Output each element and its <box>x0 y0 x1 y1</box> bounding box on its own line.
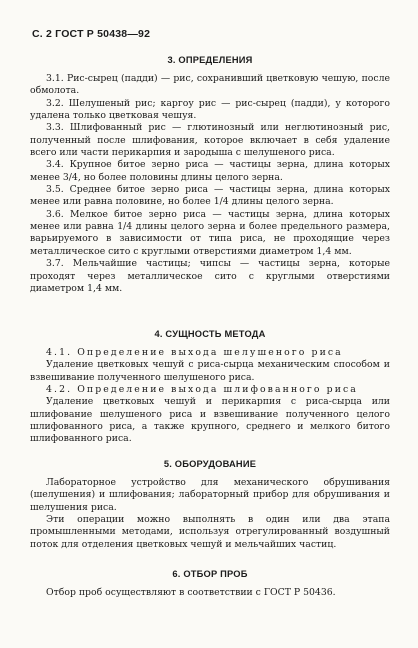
section-method <box>30 328 390 446</box>
section-title: 4. СУЩНОСТЬ МЕТОДА <box>154 329 266 339</box>
subsection-heading: 4.1. Определение выхода шелушеного риса <box>46 347 343 358</box>
paragraph: Отбор проб осуществляют в соответствии с ГОСТ Р 50436. <box>46 587 336 598</box>
paragraph: 3.3. Шлифованный рис — глютинозный или неглютинозный рис, полученный после шлифования, которое включает в себя удаление всего или части перикарпия и зародыша с шелушеного риса. <box>30 122 390 159</box>
paragraph: 3.5. Среднее битое зерно риса — частицы зерна, длина которых менее или равна половине, но более 1/4 длины целого зерна. <box>30 184 390 208</box>
paragraph: Лабораторное устройство для механического обрушивания (шелушения) и шлифования; лабораторный прибор для обрушивания и шелушения риса. <box>30 477 390 513</box>
section-title: 3. ОПРЕДЕЛЕНИЯ <box>167 55 253 65</box>
page-header: С. 2 ГОСТ Р 50438—92 <box>32 28 151 40</box>
section-equipment <box>30 458 390 551</box>
paragraph: Эти операции можно выполнять в один или два этапа промышленными методами, используя отрегулированный воздушный поток для отделения цветковых чешуй и мельчайших частиц. <box>30 514 390 550</box>
section-definitions <box>30 54 390 295</box>
paragraph: Удаление цветковых чешуй с риса-сырца механическим способом и взвешивание полученного шелушеного риса. <box>30 359 390 383</box>
paragraph: Удаление цветковых чешуй и перикарпия с риса-сырца или шлифование шелушеного риса и взвешивание полученного целого шлифованного риса, а также крупного, среднего и мелкого битого шлифованного риса. <box>30 396 390 445</box>
paragraph: 3.2. Шелушеный рис; каргоу рис — рис-сырец (падди), у которого удалена только цветковая чешуя. <box>30 97 390 122</box>
subsection-heading: 4.2. Определение выхода шлифованного риса <box>46 384 358 396</box>
paragraph: 3.4. Крупное битое зерно риса — частицы зерна, длина которых менее 3/4, но более половины длины целого зерна. <box>30 159 390 183</box>
section-title: 5. ОБОРУДОВАНИЕ <box>163 459 257 469</box>
paragraph: 3.6. Мелкое битое зерно риса — частицы зерна, длина которых менее или равна 1/4 длины целого зерна и более предельного размера, варьируемого в зависимости от типа риса, не проходящие через металлическое сито с круглыми отверстиями диаметром 1,4 мм. <box>30 208 390 257</box>
section-sampling <box>30 568 390 599</box>
paragraph: 3.1. Рис-сырец (падди) — рис, сохранивший цветковую чешую, после обмолота. <box>30 73 390 97</box>
section-title: 6. ОТБОР ПРОБ <box>172 569 248 579</box>
paragraph: 3.7. Мельчайшие частицы; чипсы — частицы зерна, которые проходят через металлическое сито с круглыми отверстиями диаметром 1,4 мм. <box>30 258 390 294</box>
